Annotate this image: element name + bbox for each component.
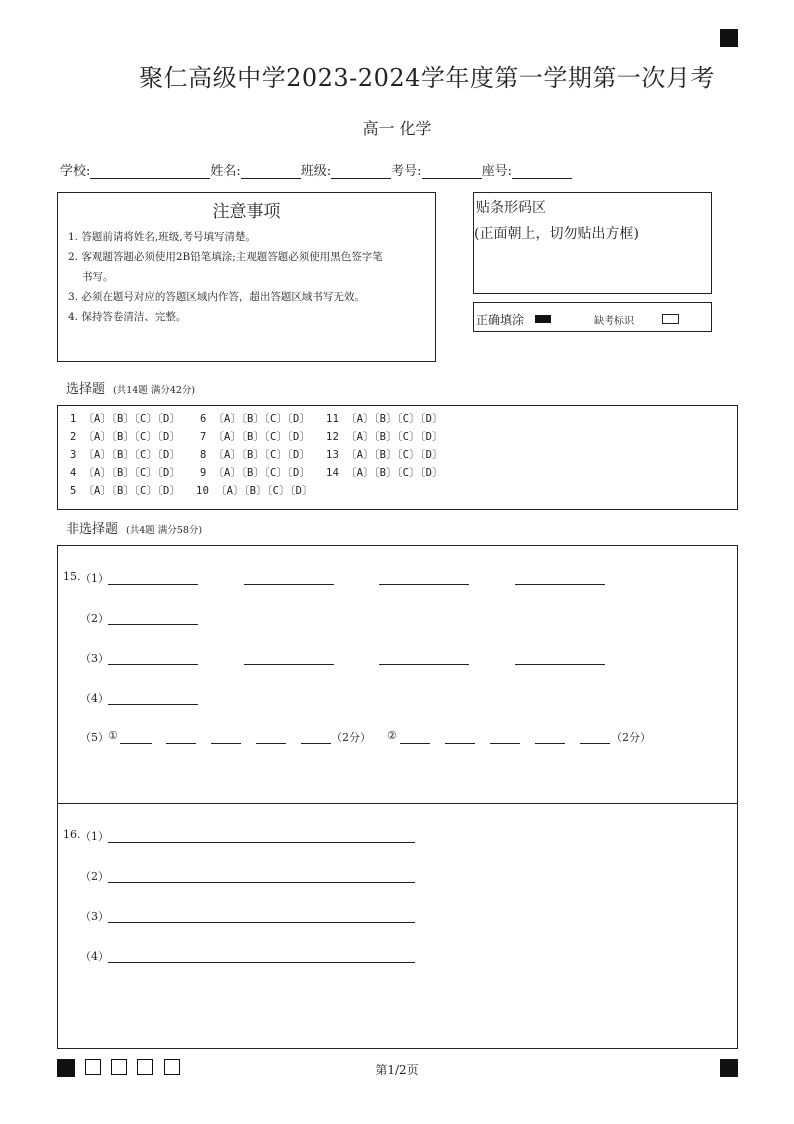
question-15-part-3: （3） xyxy=(80,652,109,665)
question-15-part-5: （5） xyxy=(80,731,109,744)
class-label: 班级: xyxy=(300,164,332,179)
notice-list xyxy=(68,227,427,327)
answer-line[interactable] xyxy=(515,664,605,665)
answer-line[interactable] xyxy=(108,882,415,883)
correct-fill-sample xyxy=(535,315,551,323)
choice-section-title: 选择题 xyxy=(66,382,106,397)
choice-question-10[interactable]: 10 〔A〕〔B〕〔C〕〔D〕 xyxy=(196,485,314,497)
answer-line[interactable] xyxy=(445,743,475,744)
question-15-part-2: （2） xyxy=(80,612,109,625)
absent-mark-checkbox[interactable] xyxy=(662,314,679,324)
choice-question-9[interactable]: 9 〔A〕〔B〕〔C〕〔D〕 xyxy=(200,467,311,479)
student-info-row xyxy=(60,160,572,179)
answer-line[interactable] xyxy=(108,584,198,585)
question-15-part-4: （4） xyxy=(80,692,109,705)
notice-title: 注意事项 xyxy=(212,202,281,222)
nonchoice-section-title: 非选择题 xyxy=(66,522,119,537)
question-15-number: 15. xyxy=(63,570,81,583)
nonchoice-section-note: (共4题 满分58分) xyxy=(126,525,203,536)
answer-line[interactable] xyxy=(211,743,241,744)
notice-item: 2. 客观题答题必须使用2B铅笔填涂;主观题答题必须使用黑色签字笔 xyxy=(68,251,383,263)
answer-line[interactable] xyxy=(379,584,469,585)
answer-line[interactable] xyxy=(108,842,415,843)
exam-number-label: 考号: xyxy=(391,164,422,179)
answer-line[interactable] xyxy=(108,922,415,923)
seat-number-label: 座号: xyxy=(481,164,512,179)
choice-question-8[interactable]: 8 〔A〕〔B〕〔C〕〔D〕 xyxy=(200,449,311,461)
notice-item: 4. 保持答卷清洁、完整。 xyxy=(68,311,187,323)
answer-line[interactable] xyxy=(379,664,469,665)
answer-line[interactable] xyxy=(108,664,198,665)
answer-line[interactable] xyxy=(120,743,152,744)
nonchoice-section-label xyxy=(66,518,202,537)
choice-question-2[interactable]: 2 〔A〕〔B〕〔C〕〔D〕 xyxy=(70,431,181,443)
answer-line[interactable] xyxy=(301,743,331,744)
name-label: 姓名: xyxy=(210,164,241,179)
exam-number-field[interactable] xyxy=(422,164,482,179)
exam-title: 聚仁高级中学2023-2024学年度第一学期第一次月考 xyxy=(139,64,715,92)
question-16-part-1: （1） xyxy=(80,830,109,843)
choice-question-1[interactable]: 1 〔A〕〔B〕〔C〕〔D〕 xyxy=(70,413,181,425)
choice-question-12[interactable]: 12 〔A〕〔B〕〔C〕〔D〕 xyxy=(326,431,444,443)
fill-example-box xyxy=(473,302,712,332)
notice-box xyxy=(57,192,436,362)
correct-fill-label: 正确填涂 xyxy=(476,313,525,327)
barcode-area xyxy=(473,192,712,294)
question-15-part-1: （1） xyxy=(80,572,109,585)
choice-question-14[interactable]: 14 〔A〕〔B〕〔C〕〔D〕 xyxy=(326,467,444,479)
school-label: 学校: xyxy=(60,164,91,179)
barcode-hint: (正面朝上，切勿贴出方框) xyxy=(474,226,639,242)
question-16-number: 16. xyxy=(63,828,81,841)
sub-question-2-marker: ② xyxy=(387,729,397,742)
answer-line[interactable] xyxy=(256,743,286,744)
score-note: （2分） xyxy=(611,731,651,744)
notice-item xyxy=(68,267,427,287)
question-16-part-4: （4） xyxy=(80,950,109,963)
answer-line[interactable] xyxy=(166,743,196,744)
class-field[interactable] xyxy=(331,164,391,179)
choice-question-6[interactable]: 6 〔A〕〔B〕〔C〕〔D〕 xyxy=(200,413,311,425)
page-number: 第1/2页 xyxy=(375,1063,419,1077)
barcode-title: 贴条形码区 xyxy=(476,200,546,216)
answer-line[interactable] xyxy=(244,584,334,585)
notice-item: 1. 答题前请将姓名,班级,考号填写清楚。 xyxy=(68,231,257,243)
choice-section-note: (共14题 满分42分) xyxy=(113,385,196,396)
choice-question-3[interactable]: 3 〔A〕〔B〕〔C〕〔D〕 xyxy=(70,449,181,461)
sub-question-1-marker: ① xyxy=(108,729,118,742)
answer-line[interactable] xyxy=(515,584,605,585)
question-16-area xyxy=(57,803,738,1049)
answer-line[interactable] xyxy=(108,962,415,963)
choice-question-11[interactable]: 11 〔A〕〔B〕〔C〕〔D〕 xyxy=(326,413,444,425)
seat-number-field[interactable] xyxy=(512,164,572,179)
choice-question-13[interactable]: 13 〔A〕〔B〕〔C〕〔D〕 xyxy=(326,449,444,461)
answer-line[interactable] xyxy=(108,704,198,705)
choice-question-7[interactable]: 7 〔A〕〔B〕〔C〕〔D〕 xyxy=(200,431,311,443)
choice-question-5[interactable]: 5 〔A〕〔B〕〔C〕〔D〕 xyxy=(70,485,181,497)
answer-line[interactable] xyxy=(490,743,520,744)
registration-mark-top-right xyxy=(720,29,738,47)
question-15-area xyxy=(57,545,738,804)
answer-line[interactable] xyxy=(535,743,565,744)
choice-section-label xyxy=(66,378,195,397)
answer-line[interactable] xyxy=(580,743,610,744)
answer-line[interactable] xyxy=(400,743,430,744)
question-16-part-2: （2） xyxy=(80,870,109,883)
notice-item-continuation: 书写。 xyxy=(82,271,114,283)
choice-question-4[interactable]: 4 〔A〕〔B〕〔C〕〔D〕 xyxy=(70,467,181,479)
absent-mark-label: 缺考标识 xyxy=(594,316,634,327)
name-field[interactable] xyxy=(241,164,301,179)
choice-answer-grid xyxy=(57,405,738,510)
exam-subject: 高一 化学 xyxy=(362,119,432,138)
answer-line[interactable] xyxy=(244,664,334,665)
score-note: （2分） xyxy=(331,731,371,744)
school-field[interactable] xyxy=(90,164,210,179)
question-16-part-3: （3） xyxy=(80,910,109,923)
answer-line[interactable] xyxy=(108,624,198,625)
notice-item: 3. 必须在题号对应的答题区域内作答，超出答题区域书写无效。 xyxy=(68,291,365,303)
